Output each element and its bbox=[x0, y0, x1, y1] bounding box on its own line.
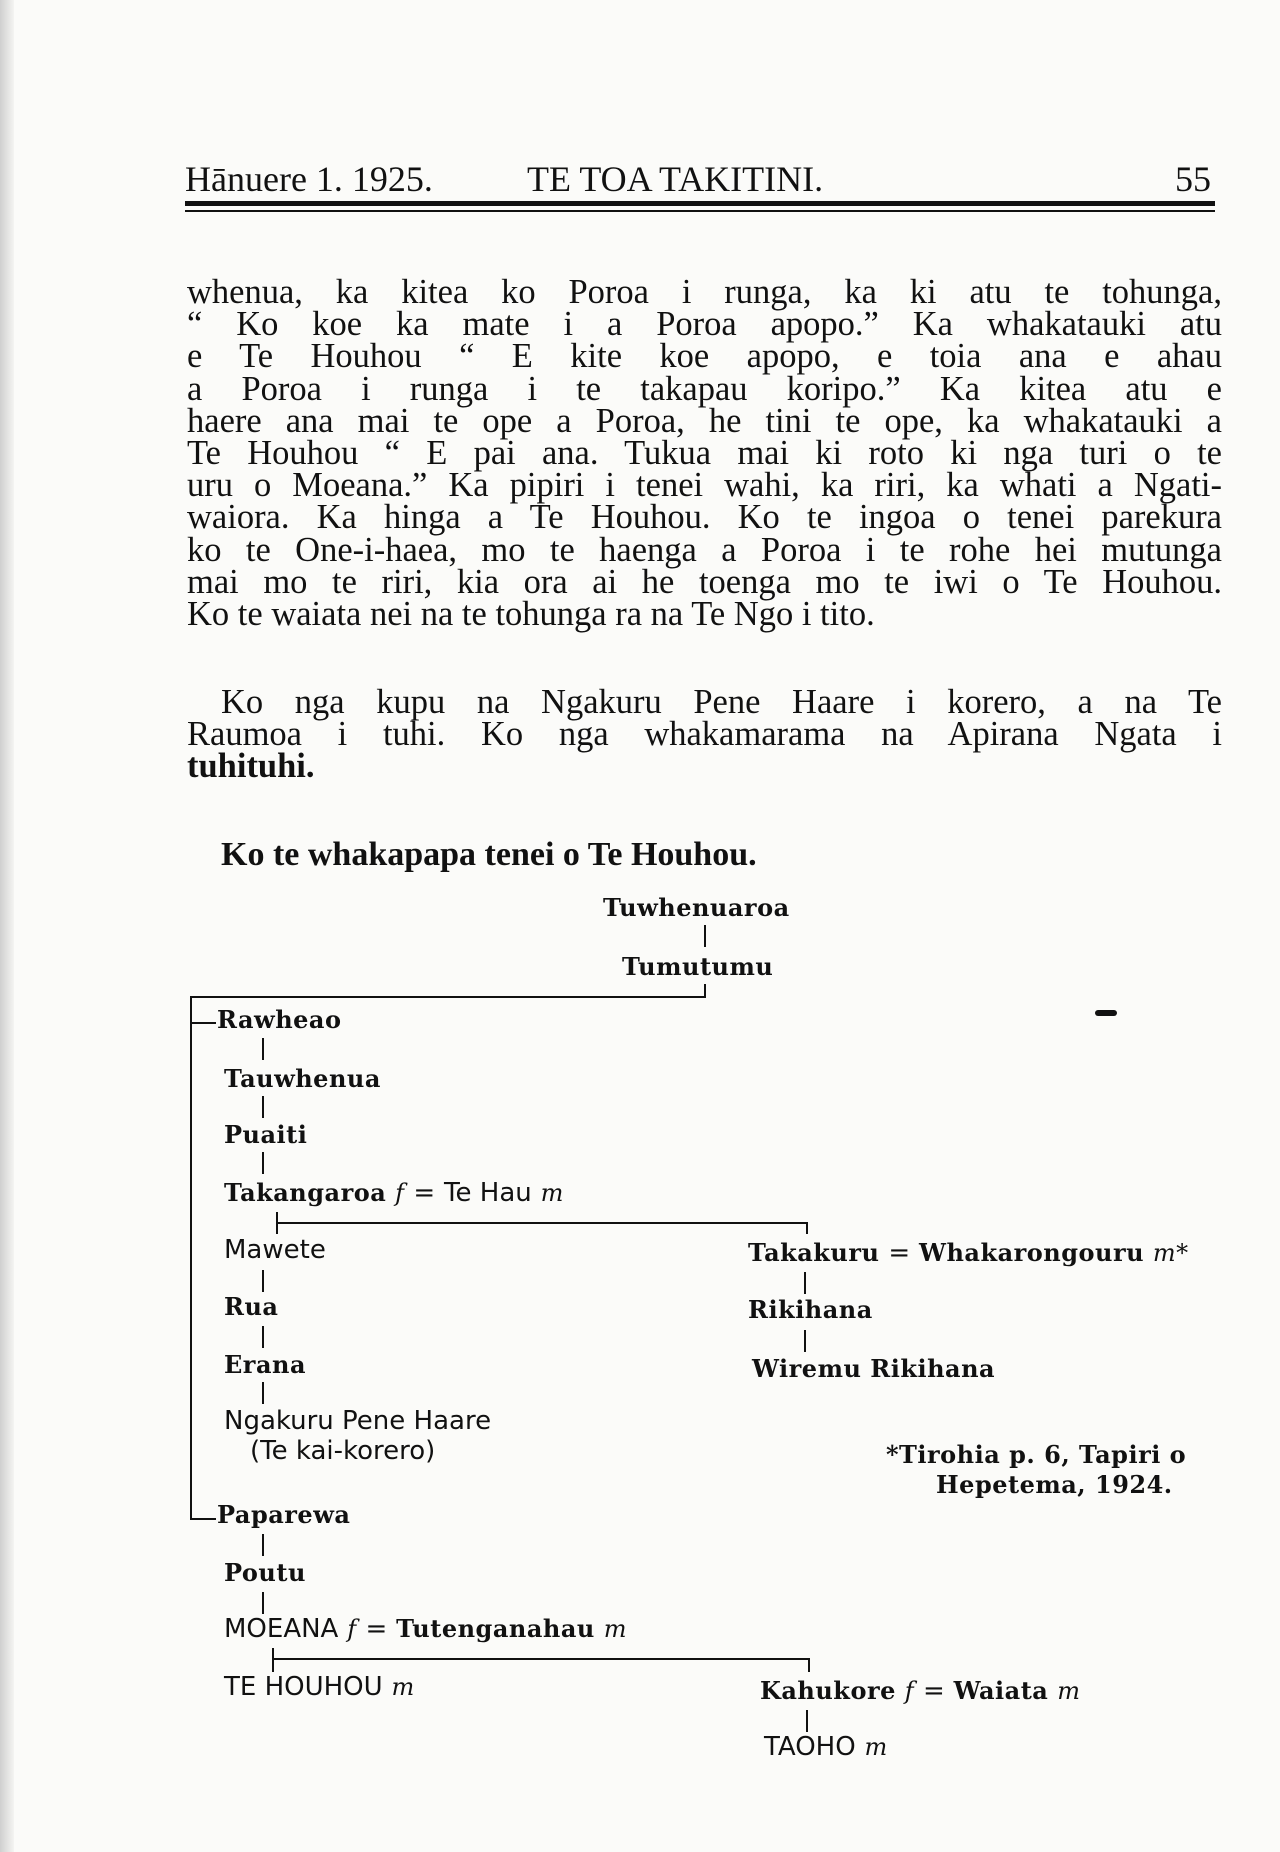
marriage-sign: = bbox=[413, 1178, 436, 1208]
descent-line bbox=[262, 1038, 264, 1060]
descent-line bbox=[262, 1592, 264, 1614]
person-tutenganahau: Tutenganahau bbox=[396, 1614, 595, 1643]
header-rule-thin bbox=[185, 210, 1215, 212]
person-waiata: Waiata bbox=[953, 1676, 1049, 1705]
paragraph-line: e Te Houhou “ E kite koe apopo, e toia ana e ahau bbox=[187, 337, 1222, 376]
header-rule-thick bbox=[185, 201, 1215, 206]
descent-line bbox=[262, 1382, 264, 1404]
descent-line bbox=[808, 1658, 810, 1672]
paragraph-line: mai mo te riri, kia ora ai he toenga mo te iwi o Te Houhou. bbox=[187, 562, 1222, 601]
person-erana: Erana bbox=[224, 1350, 306, 1379]
descent-line bbox=[262, 1534, 264, 1556]
sibling-line bbox=[190, 996, 706, 998]
paragraph-line: whenua, ka kitea ko Poroa i runga, ka ki atu te tohunga, bbox=[187, 273, 1222, 311]
page-number: 55 bbox=[1175, 159, 1211, 199]
paragraph-line: haere ana mai te ope a Poroa, he tini te ope, ka whakatauki a bbox=[187, 401, 1222, 440]
sex-marker: m bbox=[603, 1615, 627, 1643]
descent-line bbox=[806, 1222, 808, 1234]
person-moeana bbox=[224, 1614, 627, 1644]
sex-marker: f bbox=[395, 1179, 405, 1207]
person-rikihana: Rikihana bbox=[748, 1295, 873, 1324]
person-takakuru bbox=[748, 1238, 1189, 1268]
paragraph-line: Raumoa i tuhi. Ko nga whakamarama na Apirana Ngata i bbox=[187, 715, 1222, 754]
paragraph-line: ko te One-i-haea, mo te haenga a Poroa i te rohe hei mutunga bbox=[187, 530, 1222, 569]
person-rawheao: Rawheao bbox=[217, 1005, 342, 1034]
descent-line bbox=[262, 1096, 264, 1118]
person-mawete: Mawete bbox=[224, 1235, 326, 1265]
person-tumutumu: Tumutumu bbox=[622, 952, 774, 981]
sex-marker: m bbox=[391, 1673, 415, 1701]
paragraph-line: waiora. Ka hinga a Te Houhou. Ko te ingoa o tenei parekura bbox=[187, 498, 1222, 537]
descent-line bbox=[704, 925, 706, 947]
branch-tick bbox=[190, 1022, 216, 1024]
branch-tick bbox=[190, 1518, 216, 1520]
paragraph-line: tuhituhi. bbox=[187, 747, 315, 786]
descent-line bbox=[806, 1710, 808, 1732]
name: Takakuru bbox=[748, 1238, 880, 1267]
name: MOEANA bbox=[224, 1614, 339, 1644]
name: TE HOUHOU bbox=[224, 1672, 383, 1702]
person-ngakuru-pene-haare: Ngakuru Pene Haare bbox=[224, 1406, 492, 1436]
name: TAOHO bbox=[764, 1732, 856, 1762]
paragraph-line: Ko nga kupu na Ngakuru Pene Haare i korero, a na Te bbox=[221, 683, 1222, 721]
descent-line bbox=[804, 1330, 806, 1352]
person-puaiti: Puaiti bbox=[224, 1120, 308, 1149]
sex-marker: m bbox=[864, 1733, 888, 1761]
marriage-sign: = bbox=[922, 1676, 945, 1706]
person-takangaroa bbox=[224, 1178, 564, 1208]
person-poutu: Poutu bbox=[224, 1558, 306, 1587]
person-te-hau: Te Hau bbox=[444, 1178, 532, 1208]
person-rua: Rua bbox=[224, 1292, 279, 1321]
paragraph-line: Te Houhou “ E pai ana. Tukua mai ki roto ki nga turi o te bbox=[187, 433, 1222, 472]
person-paparewa: Paparewa bbox=[217, 1500, 351, 1529]
person-tauwhenua: Tauwhenua bbox=[224, 1064, 381, 1093]
print-mark bbox=[1095, 1010, 1117, 1016]
sibling-bracket bbox=[190, 996, 192, 1519]
sibling-line bbox=[272, 1658, 810, 1660]
paragraph-line: “ Ko koe ka mate i a Poroa apopo.” Ka whakatauki atu bbox=[187, 305, 1222, 344]
person-te-houhou bbox=[224, 1672, 415, 1702]
person-tuwhenuaroa: Tuwhenuaroa bbox=[603, 893, 790, 922]
sex-marker: m bbox=[540, 1179, 564, 1207]
sibling-line bbox=[276, 1222, 808, 1224]
sex-marker: m* bbox=[1152, 1239, 1189, 1267]
paragraph-line: Ko te waiata nei na te tohunga ra na Te Ngo i tito. bbox=[187, 594, 875, 633]
header-date: Hānuere 1. 1925. bbox=[185, 159, 433, 199]
descent-line bbox=[272, 1648, 274, 1672]
narrator-note: (Te kai-korero) bbox=[250, 1436, 436, 1466]
descent-line bbox=[262, 1326, 264, 1348]
descent-line bbox=[804, 1272, 806, 1294]
marriage-sign: = bbox=[888, 1238, 911, 1268]
genealogy-heading: Ko te whakapapa tenei o Te Houhou. bbox=[221, 836, 757, 873]
footnote-line-2: Hepetema, 1924. bbox=[936, 1470, 1173, 1499]
person-wiremu-rikihana: Wiremu Rikihana bbox=[752, 1354, 996, 1383]
paragraph-2 bbox=[187, 683, 1222, 786]
paragraph-line: uru o Moeana.” Ka pipiri i tenei wahi, ka riri, ka whati a Ngati- bbox=[187, 466, 1222, 505]
paragraph-line: a Poroa i runga i te takapau koripo.” Ka kitea atu e bbox=[187, 369, 1222, 408]
name: Takangaroa bbox=[224, 1178, 387, 1207]
sex-marker: m bbox=[1057, 1677, 1081, 1705]
descent-line bbox=[262, 1152, 264, 1174]
sex-marker: f bbox=[904, 1677, 915, 1705]
sex-marker: f bbox=[347, 1615, 357, 1643]
footnote-line-1: *Tirohia p. 6, Tapiri o bbox=[886, 1440, 1187, 1469]
person-taoho bbox=[764, 1732, 888, 1762]
scan-edge bbox=[0, 0, 14, 1852]
descent-line bbox=[704, 984, 706, 997]
paragraph-1 bbox=[187, 273, 1222, 633]
header-title: TE TOA TAKITINI. bbox=[527, 159, 824, 199]
person-whakarongouru: Whakarongouru bbox=[918, 1238, 1145, 1267]
descent-line bbox=[262, 1270, 264, 1292]
name: Kahukore bbox=[760, 1676, 896, 1705]
marriage-sign: = bbox=[365, 1614, 388, 1644]
person-kahukore bbox=[760, 1676, 1080, 1706]
